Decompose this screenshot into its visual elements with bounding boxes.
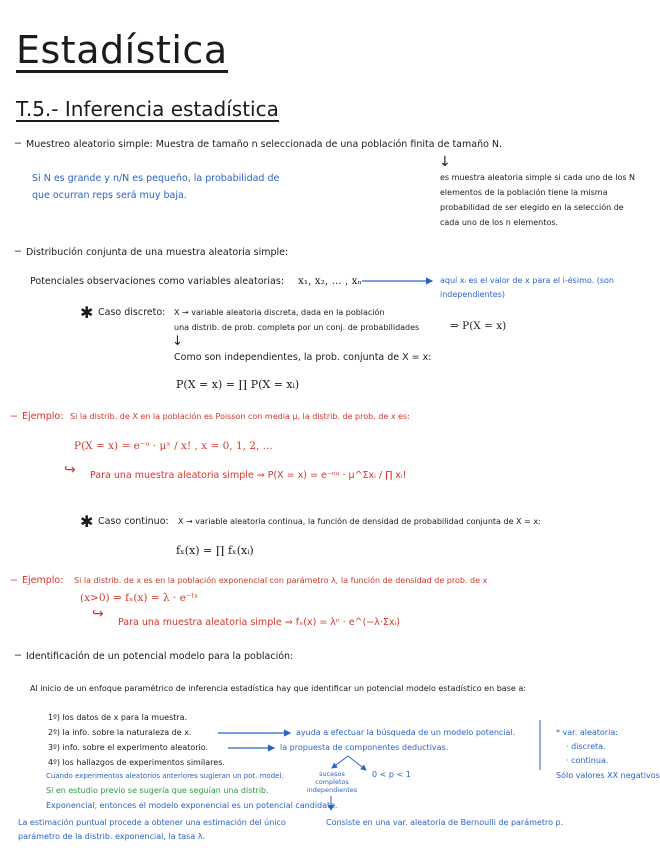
section1-heading: Muestreo aleatorio simple: Muestra de tamaño n seleccionada de una población finita de tamaño N. xyxy=(26,139,503,150)
list-item: 4º) los hallazgos de experimentos similares. xyxy=(48,758,225,767)
example2-dash: − xyxy=(10,575,18,586)
exp-mas: Para una muestra aleatoria simple ⇒ fₓ(x) = λⁿ · e^(−λ·Σxᵢ) xyxy=(118,617,400,628)
side-note: · continua. xyxy=(566,756,609,765)
down-arrow-icon-2: ↓ xyxy=(172,334,183,349)
list-item: 1º) los datos de x para la muestra. xyxy=(48,713,188,722)
section3-heading: Identificación de un potencial modelo para la población: xyxy=(26,651,294,662)
joint-formula: P(X = x) = ∏ P(X = xᵢ) xyxy=(176,378,300,391)
list-item: 2º) la info. sobre la naturaleza de x. xyxy=(48,728,192,737)
asterisk-icon-2: ✱ xyxy=(80,512,94,531)
arrow2-text: la propuesta de componentes deductivas. xyxy=(280,743,449,752)
obs-vars: x₁, x₂, ... , xₙ xyxy=(298,275,363,287)
section1-blue-note: Si N es grande y n/N es pequeño, la probabilidad de que ocurran reps será muy baja. xyxy=(32,173,280,201)
example2-text: Si la distrib. de x es en la población exponencial con parámetro λ, la función de densidad de prob. de x xyxy=(74,576,488,585)
example1-dash: − xyxy=(10,411,18,422)
example1-label: Ejemplo: xyxy=(22,411,64,422)
discrete-label: Caso discreto: xyxy=(98,307,166,318)
hook-arrow-icon-2: ↪ xyxy=(92,606,104,622)
example2-label: Ejemplo: xyxy=(22,575,64,586)
section2-heading: Distribución conjunta de una muestra aleatoria simple: xyxy=(26,247,289,258)
section3-dash: − xyxy=(14,650,22,661)
arrow-line xyxy=(332,756,348,768)
discrete-formula: ⇒ P(X = x) xyxy=(450,320,507,332)
section1-dash: − xyxy=(14,138,22,149)
sucesos-label: sucesos completos independientes xyxy=(306,770,358,794)
poisson-formula: P(X = x) = e⁻ᵘ · μˣ / x! , x = 0, 1, 2, ... xyxy=(74,440,273,452)
green-line: Si en estudio previo se sugería que seguían una distrib. xyxy=(46,786,269,795)
page-subtitle: T.5.- Inferencia estadística xyxy=(16,97,279,121)
continuous-label: Caso continuo: xyxy=(98,516,169,527)
indep-text: Como son independientes, la prob. conjunta de X = x: xyxy=(174,352,432,363)
example1-text: Si la distrib. de X en la población es Poisson con media μ, la distrib. de prob. de x es: xyxy=(70,412,410,421)
continuous-text: X → variable aleatoria continua, la función de densidad de probabilidad conjunta de X = x: xyxy=(178,517,541,526)
blue-line2: Exponencial, entonces el modelo exponencial es un potencial candidato. xyxy=(46,801,338,810)
discrete-text2: una distrib. de prob. completa por un conj. de probabilidades xyxy=(174,323,420,332)
hook-arrow-icon: ↪ xyxy=(64,462,76,478)
side-note: Sólo valores XX negativos xyxy=(556,771,660,780)
section1-right-note: es muestra aleatoria simple si cada uno de los N elementos de la población tiene la misma probabilidad de ser elegido en la selección de cada uno de los n elementos. xyxy=(440,173,636,227)
section3-intro: Al inicio de un enfoque paramétrico de inferencia estadística hay que identificar un potencial modelo estadístico en base a: xyxy=(30,684,526,693)
arrow-line xyxy=(348,756,366,770)
exp-formula: (x>0) ⇒ fₓ(x) = λ · e⁻ˡˣ xyxy=(80,592,199,604)
asterisk-icon: ✱ xyxy=(80,303,94,322)
final-left: La estimación puntual procede a obtener una estimación del único parámetro de la distrib. exponencial, la tasa λ. xyxy=(18,818,286,841)
obs-note: aquí xᵢ es el valor de x para el i-ésimo. (son independientes) xyxy=(440,276,614,299)
section2-dash: − xyxy=(14,246,22,257)
side-note: * var. aleatoria: xyxy=(556,728,618,737)
density-formula: fₓ(x) = ∏ fₓ(xᵢ) xyxy=(176,544,254,557)
final-right: Consiste en una var. aleatoria de Bernoulli de parámetro p. xyxy=(326,818,564,827)
list-item: 3º) info. sobre el experimento aleatorio. xyxy=(48,743,209,752)
down-arrow-icon: ↓ xyxy=(439,154,451,170)
page-title: Estadística xyxy=(16,28,228,72)
p-range: 0 < p < 1 xyxy=(372,770,411,779)
side-note: · discreta. xyxy=(566,742,606,751)
arrow1-text: ayuda a efectuar la búsqueda de un modelo potencial. xyxy=(296,728,516,737)
obs-line: Potenciales observaciones como variables aleatorias: xyxy=(30,276,285,287)
blue-small: Cuando experimentos aleatorios anteriores sugieran un pot. model. xyxy=(46,772,284,780)
mas-text: Para una muestra aleatoria simple ⇒ P(X = x) = e⁻ⁿᵘ · μ^Σxᵢ / ∏ xᵢ! xyxy=(90,470,407,481)
discrete-text1: X → variable aleatoria discreta, dada en la población xyxy=(174,308,385,317)
